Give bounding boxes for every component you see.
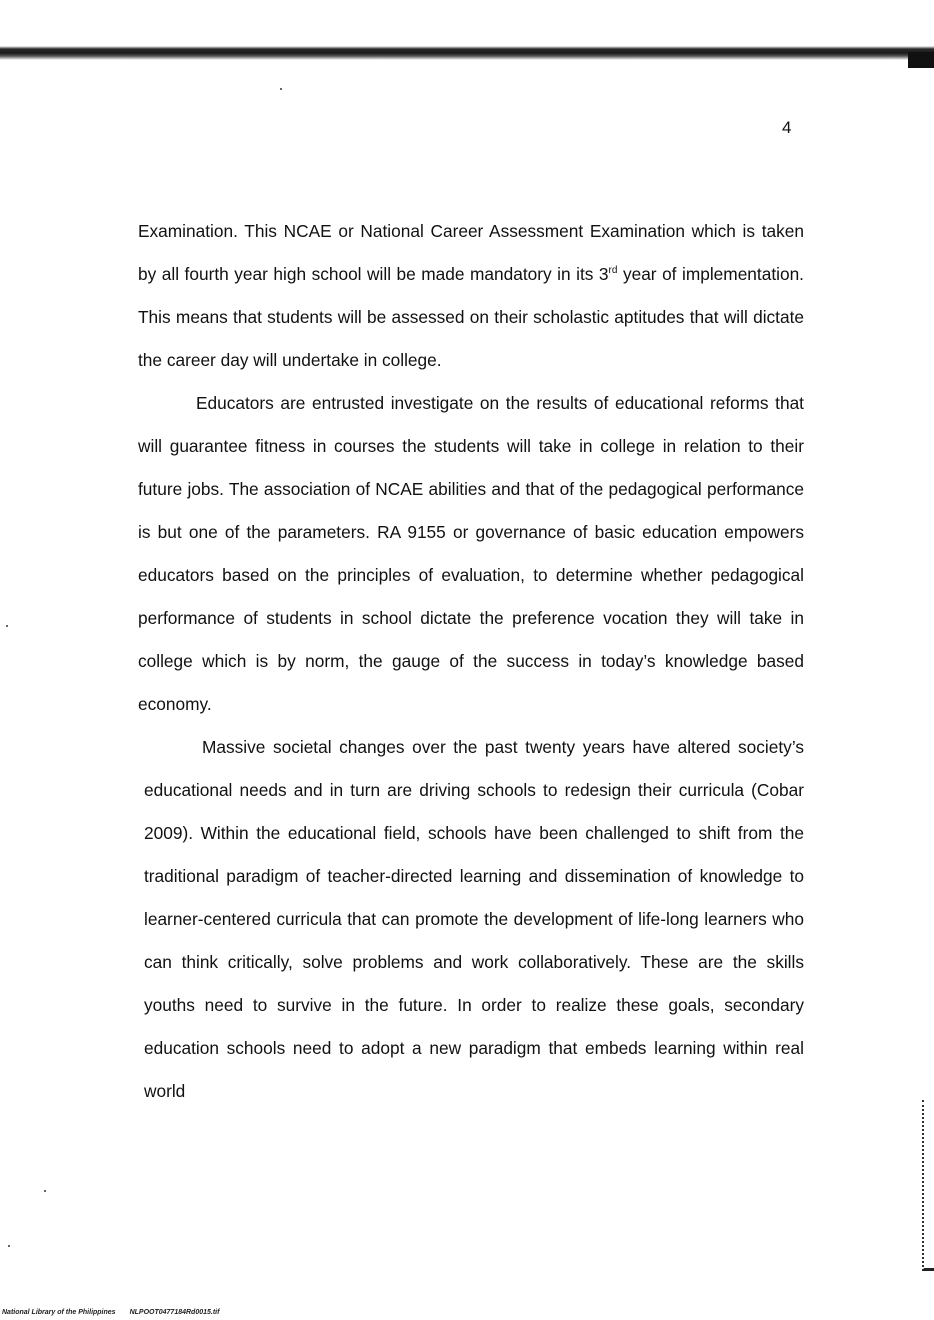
ordinal-suffix: rd xyxy=(608,265,618,276)
scan-speck xyxy=(8,1245,10,1247)
paragraph-3: Massive societal changes over the past twenty years have altered society’s educational needs and in turn are driving schools to redesign their curricula (Cobar 2009). Within the educational field, schools have been challenged to shift from the traditional paradigm of teacher-directed learning and dissemination of knowledge to learner-centered curricula that can promote the development of life-long learners who can think critically, solve problems and work collaboratively. These are the skills youths need to survive in the future. In order to realize these goals, secondary education schools need to adopt a new paradigm that embeds learning within real world xyxy=(144,737,804,1101)
page-number: 4 xyxy=(782,118,792,137)
footer-library: National Library of the Philippines xyxy=(2,1309,116,1316)
scan-right-edge-mark xyxy=(922,1100,934,1271)
paragraph-1-text-a: Examination. This NCAE or National Career Assessment Examination which is taken by all fourth year high school will be made mandatory in its 3 xyxy=(138,221,804,284)
paragraph-1-text-b: year of implementation. This means that students will be assessed on their scholastic aptitudes that will dictate the career day will undertake in college. xyxy=(138,264,804,370)
paragraph-1 xyxy=(138,210,804,382)
footer-file-id: NLPOOT0477184Rd0015.tif xyxy=(129,1309,220,1316)
paragraph-2: Educators are entrusted investigate on the results of educational reforms that will guarantee fitness in courses the students will take in college in relation to their future jobs. The association of NCAE abilities and that of the pedagogical performance is but one of the parameters. RA 9155 or governance of basic education empowers educators based on the principles of evaluation, to determine whether pedagogical performance of students in school dictate the preference vocation they will take in college which is by norm, the gauge of the success in today’s knowledge based economy. xyxy=(138,393,804,714)
scan-corner-mark xyxy=(908,52,934,68)
scan-speck xyxy=(280,88,282,90)
scan-top-border xyxy=(0,46,934,60)
body-text xyxy=(138,210,804,1113)
scan-speck xyxy=(44,1190,46,1192)
scan-footer xyxy=(2,1309,219,1316)
scan-speck xyxy=(6,625,8,627)
